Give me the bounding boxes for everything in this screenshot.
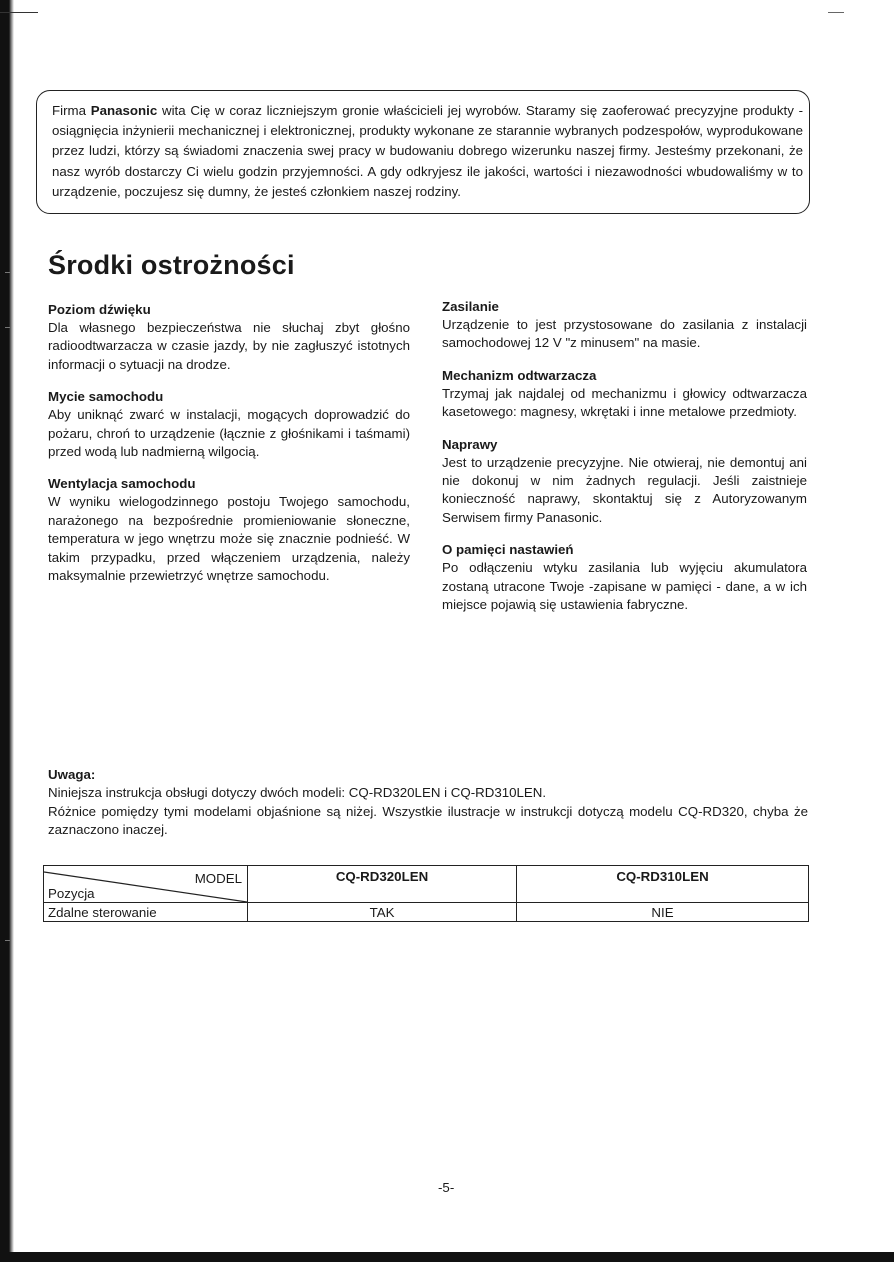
- scan-mark: [828, 12, 844, 13]
- section-repairs: [442, 436, 807, 528]
- note-heading: Uwaga:: [48, 767, 96, 782]
- model-comparison-table: [43, 865, 809, 922]
- brand-name: Panasonic: [90, 103, 158, 118]
- section-body: W wyniku wielogodzinnego postoju Twojego samochodu, narażonego na bezpośrednie promieniowanie słoneczne, temperatura w jego wnętrzu może się znacznie podnieść. W takim przypadku, przed włączeniem urządzenia, należy maksymalnie przewietrzyć wnętrze samochodu.: [48, 494, 410, 584]
- row-label: Zdalne sterowanie: [44, 903, 248, 922]
- section-body: Jest to urządzenie precyzyjne. Nie otwieraj, nie demontuj ani nie dokonuj w nim żadnych regulacji. Jeśli zaistnieje konieczność naprawy, skontaktuj się z Autoryzowanym Serwisem firmy Panasonic.: [442, 454, 807, 525]
- scan-mark: [5, 940, 10, 941]
- intro-paragraph: [52, 101, 803, 202]
- section-heading: Wentylacja samochodu: [48, 476, 196, 492]
- section-body: Dla własnego bezpieczeństwa nie słuchaj zbyt głośno radioodtwarzacza w czasie jazdy, by nie zagłuszyć istotnych informacji o sytuacji na drodze.: [48, 320, 410, 372]
- cell-value-rd310: NIE: [517, 903, 809, 922]
- table-corner-cell: [44, 866, 248, 903]
- section-body: Trzymaj jak najdalej od mechanizmu i głowicy odtwarzacza kasetowego: magnesy, wkrętaki i inne metalowe przedmioty.: [442, 385, 807, 420]
- scan-edge-left: [0, 0, 14, 1262]
- section-ventilation: [48, 475, 410, 585]
- section-memory: [442, 541, 807, 614]
- section-heading: Mechanizm odtwarzacza: [442, 367, 597, 383]
- section-heading: Zasilanie: [442, 299, 499, 314]
- note-line-2: Różnice pomiędzy tymi modelami objaśnione są niżej. Wszystkie ilustracje w instrukcji dotyczą modelu CQ-RD320, chyba że zaznaczono inaczej.: [48, 803, 808, 837]
- section-mechanism: [442, 367, 807, 422]
- scan-mark: [0, 12, 38, 13]
- section-heading: Mycie samochodu: [48, 389, 164, 405]
- corner-position-label: Pozycja: [48, 886, 95, 901]
- scan-mark: [5, 327, 10, 328]
- section-body: Urządzenie to jest przystosowane do zasilania z instalacji samochodowej 12 V "z minusem" na masie.: [442, 317, 807, 351]
- note-line-1: Niniejsza instrukcja obsługi dotyczy dwóch modeli: CQ-RD320LEN i CQ-RD310LEN.: [48, 785, 547, 800]
- section-heading: Poziom dźwięku: [48, 302, 151, 317]
- section-body: Aby uniknąć zwarć w instalacji, mogących doprowadzić do pożaru, chroń to urządzenie (łącznie z głośnikami i taśmami) przed wodą lub nadmierną wilgocią.: [48, 407, 410, 460]
- section-car-wash: [48, 388, 410, 461]
- intro-text: wita Cię w coraz liczniejszym gronie właścicieli jej wyrobów. Staramy się zaoferować precyzyjne produkty - osiągnięcia inżynierii mechanicznej i elektronicznej, produkty wykonane ze starannie wybranych podzespołów, wyprodukowane przez ludzi, którzy są świadomi znaczenia swej pracy w budowaniu dobrego wizerunku naszej firmy. Jesteśmy przekonani, że nasz wyrób dostarczy Ci wielu godzin przyjemności. A gdy odkryjesz ile jakości, wartości i niezawodności wbudowaliśmy w to urządzenie, poczujesz się dumny, że jesteś członkiem naszej rodziny.: [52, 103, 803, 199]
- corner-model-label: MODEL: [194, 871, 242, 886]
- note-block: [48, 766, 808, 840]
- scan-edge-bottom: [0, 1252, 894, 1262]
- section-heading: Naprawy: [442, 436, 498, 452]
- right-column: [442, 298, 807, 628]
- intro-prefix: Firma: [52, 103, 86, 118]
- intro-box: [36, 90, 810, 214]
- section-body: Po odłączeniu wtyku zasilania lub wyjęciu akumulatora zostaną utracone Twoje -zapisane w pamięci - dane, a w ich miejsce pojawią się ustawienia fabryczne.: [442, 560, 807, 613]
- section-sound-level: [48, 301, 410, 374]
- section-power: [442, 298, 807, 353]
- table-row: [44, 903, 809, 922]
- section-heading: O pamięci nastawień: [442, 542, 574, 558]
- cell-value-rd320: TAK: [248, 903, 517, 922]
- table-header-row: [44, 866, 809, 903]
- left-column: [48, 301, 410, 599]
- page-title: Środki ostrożności: [48, 250, 295, 280]
- column-header-rd320: CQ-RD320LEN: [248, 866, 517, 903]
- column-header-rd310: CQ-RD310LEN: [517, 866, 809, 903]
- scan-mark: [5, 272, 10, 273]
- page-number: -5-: [438, 1180, 455, 1195]
